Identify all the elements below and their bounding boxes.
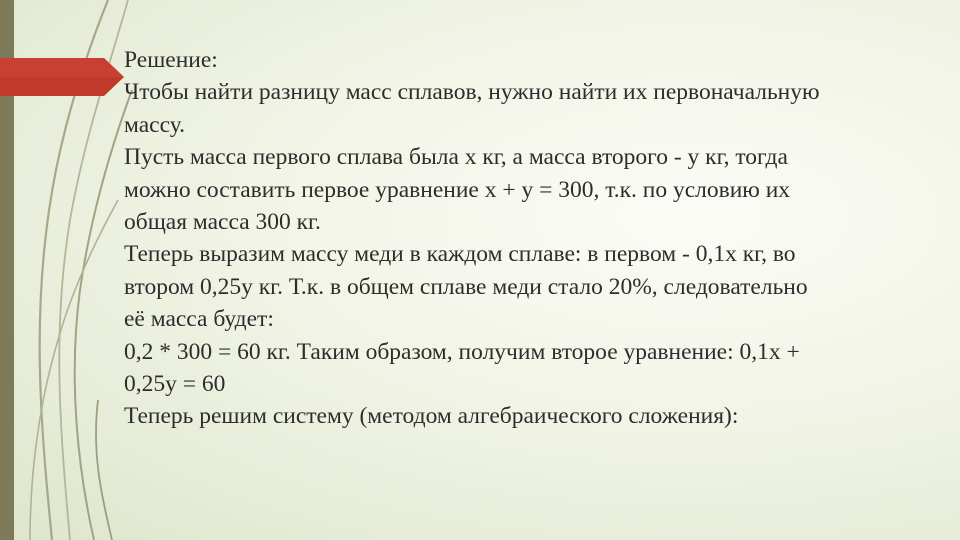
text-line: её масса будет: bbox=[124, 306, 274, 333]
text-line: Пусть масса первого сплава была х кг, а масса второго - у кг, тогда bbox=[124, 144, 788, 171]
text-line: 0,2 * 300 = 60 кг. Таким образом, получим второе уравнение: 0,1х + bbox=[124, 338, 800, 365]
red-arrow-marker bbox=[0, 58, 124, 96]
slide-text bbox=[124, 44, 950, 433]
text-line: можно составить первое уравнение х + у = 300, т.к. по условию их bbox=[124, 176, 791, 203]
text-line: массу. bbox=[124, 111, 185, 138]
text-line: Чтобы найти разницу масс сплавов, нужно найти их первоначальную bbox=[124, 79, 820, 106]
text-line: общая масса 300 кг. bbox=[124, 209, 321, 236]
heading-solution: Решение: bbox=[124, 47, 218, 73]
text-line: 0,25у = 60 bbox=[124, 371, 226, 398]
text-line: Теперь выразим массу меди в каждом сплаве: в первом - 0,1х кг, во bbox=[124, 241, 796, 268]
text-line: втором 0,25у кг. Т.к. в общем сплаве меди стало 20%, следовательно bbox=[124, 273, 808, 300]
text-line: Теперь решим систему (методом алгебраического сложения): bbox=[124, 403, 739, 430]
